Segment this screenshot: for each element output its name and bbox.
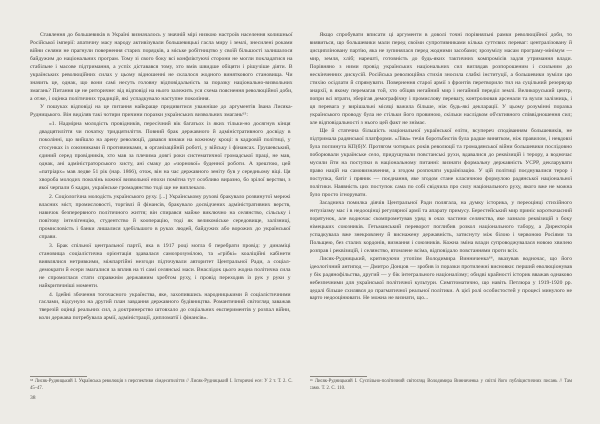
quote-item: 2. Соціологічна молодість українського руху. [...] Українському рухові бракувало розвинутої мережі власних міст, промисловості, торгівлі й фінансів, бракувало досвідчених адміністративних верств, навичок безперервного політичного життя; він спирався майже виключно на селянство, сільську і повітову інтелігенцію, студентство й кооперацію, тоді як великоміське середовище, залізниці, промисловість і банки лишалися здебільшого в руках людей, байдужих або ворожих до української справи.	[39, 193, 291, 240]
left-footnote-area	[30, 372, 293, 392]
left-column	[30, 32, 293, 392]
paragraph: Лисяк-Рудницький, критикуючи утопізм Володимира Винниченка⁶⁶, вказував водночас, що його ідеологічний антипод — Дмитро Донцов — зробив із поразки протилежні висновки: перший еволюціонував у бік радянофільства, другий — у бік інтегрального націоналізму; обидві крайності історик вважав однаково небезпечними для української політичної культури. Симптоматично, що навіть Петлюра у 1919-1920 рр. дедалі більше схилявся до прагматичної реальної політики. А цієї ролі особистостей у процесі минулого не варто недооцінювати. Не можна не визнати, що...	[309, 255, 572, 302]
right-column	[310, 32, 573, 392]
right-column-text	[310, 32, 573, 372]
footnote-rule	[30, 376, 87, 377]
paragraph: Ще й статечна більшість національної української еліти, всупереч сподіванням большевиків, не підтримала радянської платформи. «Ліва» течія боротьбистів була радше винятком, ніж правилом, і невдовзі була поглинута КП(б)У. Протягом чотирьох років революції та громадянської війни большевики послідовно поборювали українське село, придушували повстанські рухи, вдавалися до реквізицій і терору, а водночас мусили йти на поступки в національному питанні: визнати формальну державність УСРР, декларувати право націй на самовизначення, а згодом розпочати українізацію. У цій політиці поєднувалися терор і поступка, батіг і пряник — поєднання, яке згодом стане класичною формулою радянської національної політики. Наявність цих поступок сама по собі свідчила про силу національного руху, якого вже не можна було просто ігнорувати.	[309, 127, 572, 198]
paragraph: Якщо спробувати вписати ці аргументи в доволі точні порівняльні рамки революційної доби, то виявиться, що большевики мали перед своїми супротивниками кілька суттєвих переваг: централізовану й дисципліновану партію, яка не зупинялася перед жодними засобами; зрозумілу масам програму-мінімум — мир, земля, хліб; нарешті, готовність до будь-яких тактичних компромісів задля утримання влади. Порівняно з ними провід українських національних сил виглядав розпорошеним і схильним до нескінченних дискусій. Російська революційна стихія зносила слабкі інституції, а большевики зуміли цю стихію осідлати й спрямувати. Повернення старої армії з фронтів перетворило тил на суцільний резервуар анархії, в якому перемагав той, хто обіцяв негайний мир і негайний переділ землі. Великоруський центр, попри всі втрати, зберігав демографічну і промислову перевагу, контролював арсенали та вузли залізниць, і ця перевага у вирішальні місяці важила більше, ніж будь-які декларації. У цьому розумінні поразка українського проводу була не стільки його провиною, скільки наслідком об'єктивного співвідношення сил; але відповідальності з нього цей факт не знімає.	[309, 32, 572, 126]
block-quote	[39, 121, 291, 324]
paragraph: У пошуках відповіді на це питання найкраще придивитися уважніше до аргументів Івана Лисяка-Рудницького. Він виділяв такі чотири причини поразки українських визвольних змагань⁶⁵:	[30, 103, 293, 118]
quote-item: 4. Ідейні збочення тогочасного українства, яке, захопившись народницькими й соціалістичними гаслами, відсунуло на другий план завдання державного будівництва. Романтичний світогляд заважав тверезій оцінці реальних сил, а доктринерство штовхало до соціальних експериментів у розпал війни, коли держава потребувала армії, адміністрації, дипломатії і фінансів».	[39, 291, 291, 322]
paragraph: Засаднича помилка діячів Центральної Ради полягала, на думку історика, у переоцінці стихійного ентузіазму мас і в недооцінці регулярної армії та апарату примусу. Берестейський мир приніс короткочасний порятунок, але водночас скомпрометував уряд в очах частини селянства, яке зазнало реквізицій з боку німецьких союзників. Гетьманський переворот поглибив розкол національного табору, а Директорія успадкувала вже знекровлену й виснажену державність, затиснуту між білою і червоною Росіями та Польщею, без сталих кордонів, визнання і союзників. Кожна зміна влади супроводжувалася новою хвилею розправ і реквізицій, і селянство, втомлене всіма, відповідало повстаннями проти всіх.	[309, 199, 572, 254]
right-footnote-area	[310, 372, 573, 392]
paragraph: Ставлення до большевиків в Україні визначалось у значній мірі низкою настроїв населення колишньої Російської імперії: апатичну масу народу активізували большевицькі гасла миру і землі, знесилені роками війни селяни не прагнули повернення старих порядків, а міське робітництво у своїй більшості залишалося байдужим до національних програм. Тому зі свого боку всі конфліктуючі сторони не могли покладатися на стабільне і масове підтримання, а успіх діставався тому, хто вмів швидше обіцяти і рішучіше діяти. В українських революційних силах у цьому відношенні не склалося жодного виняткового становища. Чи значить це, однак, що вони самі несуть головну відповідальність за поразку національно-визвольних змагань? Питання це не риторичне: від відповіді на нього залежить уся схема пояснення революційної доби, а отже, і оцінка політичних традицій, які успадкувало наступне покоління.	[30, 32, 293, 102]
quote-item: 3. Брак спільної центральної партії, яка в 1917 році могла б перебрати провід: у динаміці становища соціалістична орієнтація здавалася самозрозумілою, та «грібкі» коаліційні кабінети виявлялися нетривкими, міжпартійні незгоди підточували авторитет Центральної Ради, а соціал-демократи й есери змагалися за вплив на ті самі селянські маси. Внаслідок цього жодна політична сила не спромоглася стати справжнім державним хребтом руху, і провід переходив із рук у руки у найкритичніші моменти.	[39, 242, 291, 289]
left-column-text	[30, 32, 293, 372]
text-columns	[30, 32, 572, 392]
footnote: ⁶⁶ Лисяк-Рудницький І. Суспільно-політичний світогляд Володимира Винниченка у світлі його публіцистичних писань // Там само. Т. 2. С. 110.	[309, 379, 572, 391]
page-number: 38	[30, 395, 36, 401]
footnote: ⁶⁵ Лисяк-Рудницький І. Українська революція з перспективи сімдесятиліття // Лисяк-Рудницький І. Історичні есе: У 2 т. Т. 2. С. 45–47.	[30, 379, 293, 391]
quote-item: «1. Надмірна молодість провідників, пересічний вік багатьох із яких тільки-но досягнув кінця двадцятиліття чи початку тридцятиліття. Повний брак державного й адміністративного досвіду в поколінні, що вийшло на арену революції, давався взнаки на кожному кроці: в кадровій політиці, у стосунках із союзниками й противниками, в організаційній роботі, у війську і фінансах. Грушевський, єдиний серед провідників, хто мав за плечима довгі роки систематичної громадської праці, не мав, однак, ані адміністраторського хисту, ані смаку до «чорнової» буденної роботи. А зрештою, цей «патріарх» мав ледве 51 рік (нар. 1866), отож, він на час державного зеніту був у середньому віці. Ця хвороба молодих поколінь кожної визвольної епохи помітна тут особливо виразно, бо зрілої верстви, з якої черпали б кадри, українське громадянство тоді ще не виплекало.	[39, 120, 291, 191]
footnote-rule	[310, 376, 367, 377]
